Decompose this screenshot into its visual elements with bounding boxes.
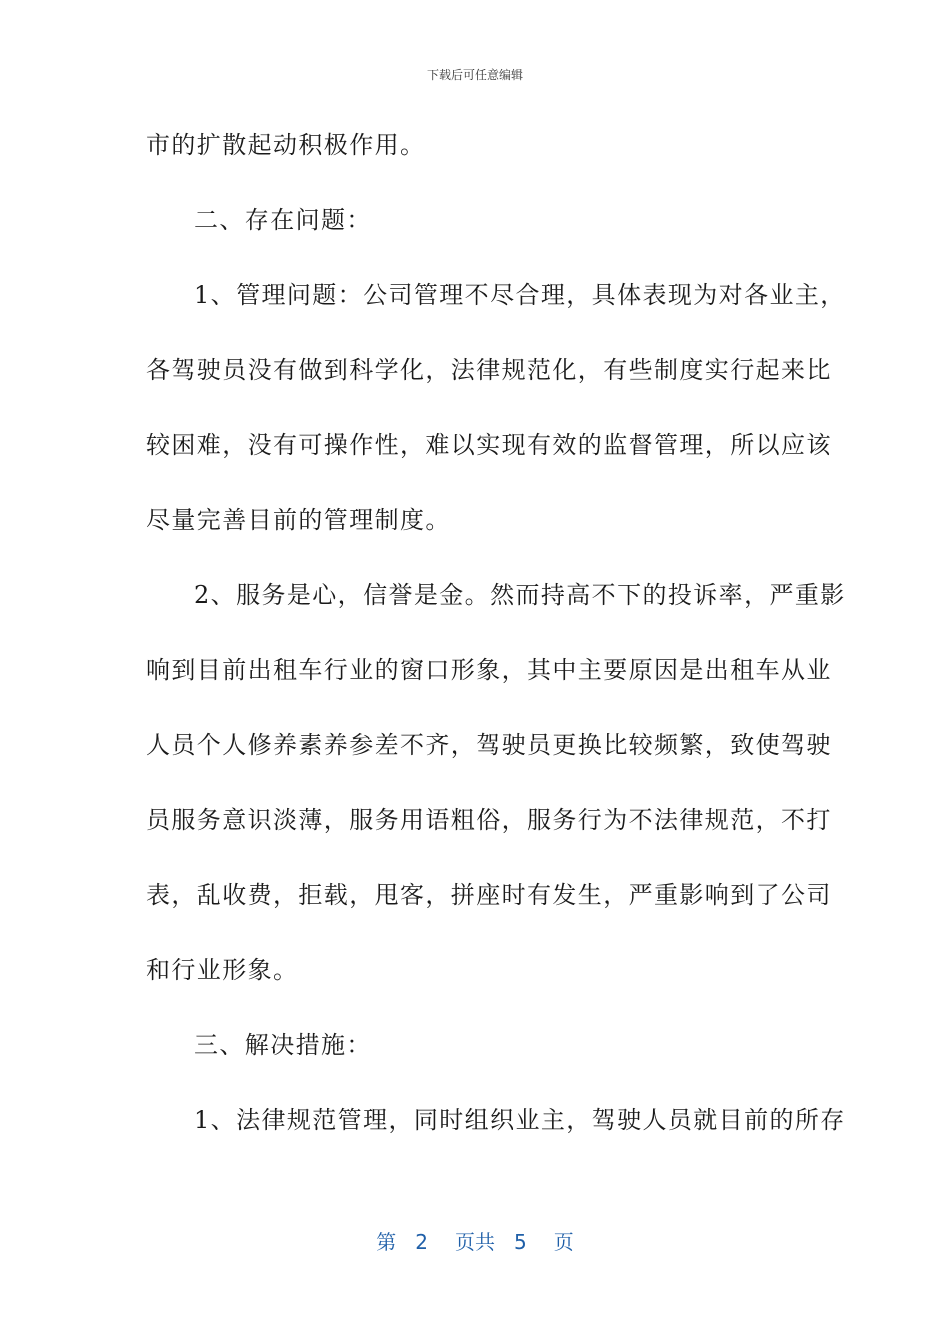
text-line: 1、管理问题：公司管理不尽合理，具体表现为对各业主， — [194, 281, 846, 309]
text-line: 市的扩散起动积极作用。 — [146, 131, 426, 159]
text-line: 和行业形象。 — [146, 956, 299, 984]
page-footer — [0, 1226, 950, 1255]
text-line: 员服务意识淡薄，服务用语粗俗，服务行为不法律规范，不打 — [146, 806, 832, 834]
text-line: 尽量完善目前的管理制度。 — [146, 506, 451, 534]
section-heading: 二、存在问题： — [194, 206, 372, 234]
text-line: 表，乱收费，拒载，甩客，拼座时有发生，严重影响到了公司 — [146, 881, 832, 909]
header-note: 下载后可任意编辑 — [426, 68, 523, 82]
text-line: 2、服务是心，信誉是金。然而持高不下的投诉率，严重影 — [194, 581, 846, 609]
text-line: 较困难，没有可操作性，难以实现有效的监督管理，所以应该 — [146, 431, 832, 459]
footer-page-number: 2 — [415, 1230, 428, 1254]
text-line: 1、法律规范管理，同时组织业主，驾驶人员就目前的所存 — [194, 1106, 846, 1134]
footer-total-pages: 5 — [513, 1230, 527, 1254]
section-heading: 三、解决措施： — [194, 1031, 372, 1059]
text-line: 响到目前出租车行业的窗口形象，其中主要原因是出租车从业 — [146, 656, 832, 684]
text-line: 各驾驶员没有做到科学化，法律规范化，有些制度实行起来比 — [146, 356, 832, 384]
text-line: 人员个人修养素养参差不齐，驾驶员更换比较频繁，致使驾驶 — [146, 731, 832, 759]
footer-prefix: 第 — [376, 1230, 397, 1254]
footer-suffix: 页 — [553, 1230, 574, 1254]
footer-middle: 页共 — [455, 1230, 495, 1254]
